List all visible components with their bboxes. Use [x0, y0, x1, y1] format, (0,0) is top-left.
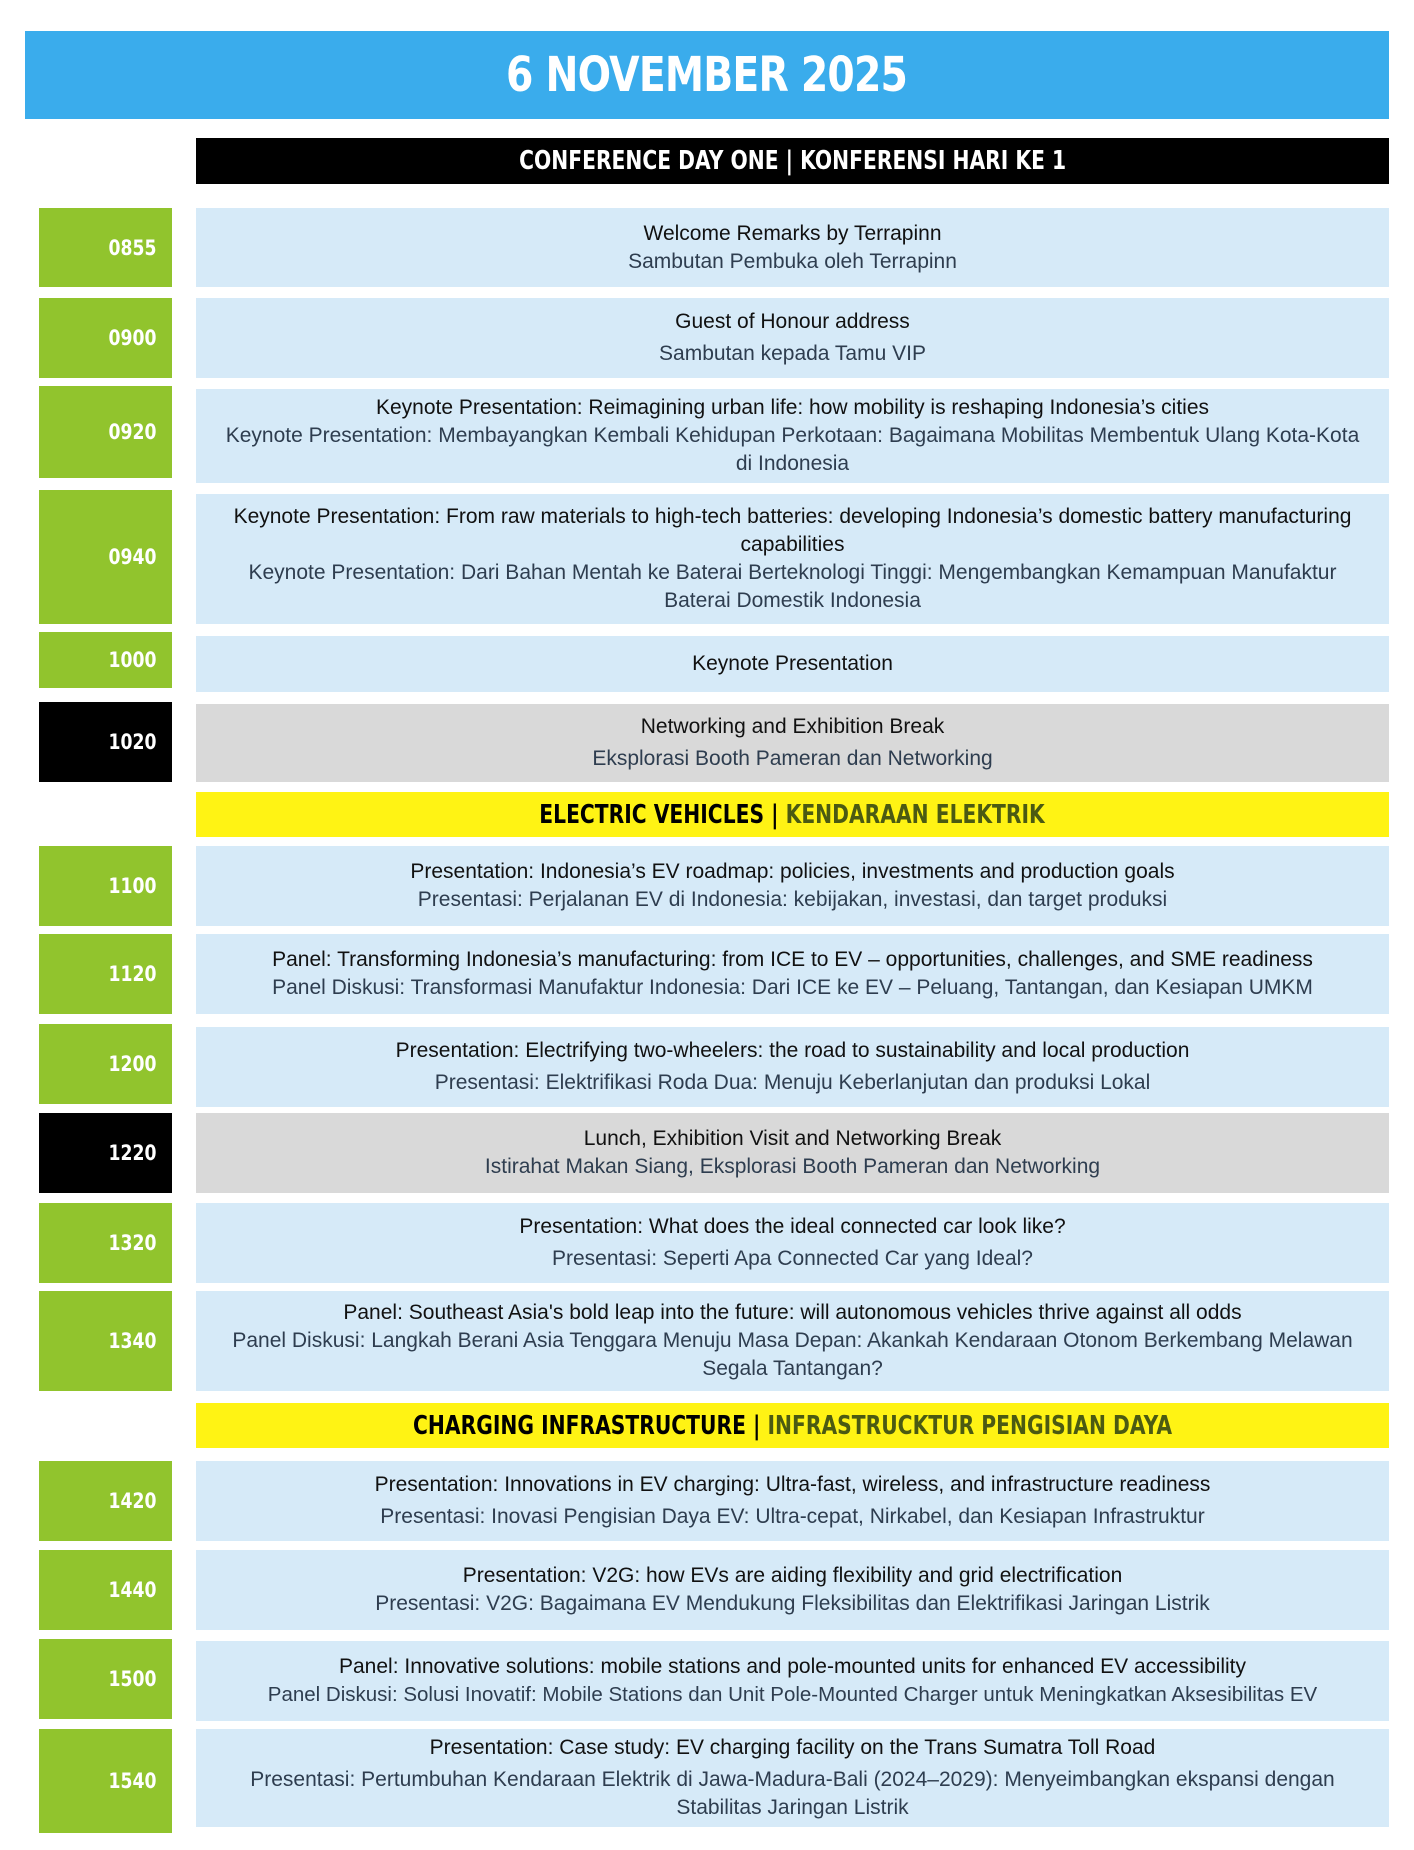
section-title: ELECTRIC VEHICLES |	[539, 799, 780, 830]
session-row	[196, 298, 1389, 378]
date-title: 6 NOVEMBER 2025	[506, 47, 908, 103]
session-title-id: Keynote Presentation: Dari Bahan Mentah ke Baterai Berteknologi Tinggi: Mengembangkan Kemampuan Manufaktur Baterai Domestik Indonesia	[248, 561, 1337, 612]
session-row	[196, 1203, 1389, 1283]
session-title-en: Lunch, Exhibition Visit and Networking Break	[583, 1127, 1002, 1150]
session-title-en: Presentation: Innovations in EV charging: Ultra-fast, wireless, and infrastructure readiness	[374, 1473, 1211, 1496]
section-title-local: KENDARAAN ELEKTRIK	[786, 799, 1046, 830]
time-label: 0855	[108, 235, 156, 260]
session-title-en: Presentation: Electrifying two-wheelers: the road to sustainability and local production	[395, 1039, 1190, 1062]
break-row	[196, 1113, 1389, 1193]
time-slot	[39, 1203, 172, 1283]
time-slot	[39, 1729, 172, 1833]
session-title-id: Presentasi: Seperti Apa Connected Car yang Ideal?	[552, 1247, 1033, 1270]
time-slot	[39, 846, 172, 926]
session-title-id: Presentasi: V2G: Bagaimana EV Mendukung Fleksibilitas dan Elektrifikasi Jaringan Listrik	[375, 1592, 1210, 1615]
session-row	[196, 1641, 1389, 1721]
session-title-en: Guest of Honour address	[675, 310, 910, 333]
session-title-en: Keynote Presentation: Reimagining urban life: how mobility is reshaping Indonesia’s cities	[375, 396, 1210, 419]
session-title-en: Panel: Innovative solutions: mobile stations and pole-mounted units for enhanced EV accessibility	[338, 1655, 1247, 1678]
time-slot	[39, 386, 172, 478]
time-label: 0900	[108, 326, 156, 350]
session-title-id: Panel Diskusi: Transformasi Manufaktur Indonesia: Dari ICE ke EV – Peluang, Tantangan, dan Kesiapan UMKM	[272, 976, 1313, 999]
session-title-en: Keynote Presentation: From raw materials to high-tech batteries: developing Indonesia’s domestic battery manufacturing capabilities	[233, 505, 1352, 556]
session-row	[196, 1027, 1389, 1107]
session-title-en: Panel: Transforming Indonesia’s manufacturing: from ICE to EV – opportunities, challenges, and SME readiness	[272, 948, 1313, 971]
time-label: 1020	[108, 730, 156, 754]
session-title-id: Keynote Presentation: Membayangkan Kembali Kehidupan Perkotaan: Bagaimana Mobilitas Membentuk Ulang Kota-Kota di Indonesia	[225, 424, 1360, 475]
session-title-id: Sambutan kepada Tamu VIP	[659, 342, 926, 365]
section-title: CHARGING INFRASTRUCTURE |	[412, 1410, 761, 1441]
session-title-id: Presentasi: Elektrifikasi Roda Dua: Menuju Keberlanjutan dan produksi Lokal	[434, 1071, 1151, 1094]
time-label: 1120	[108, 962, 156, 986]
session-row	[196, 1729, 1389, 1827]
session-title-en: Presentation: Indonesia’s EV roadmap: policies, investments and production goals	[410, 860, 1175, 883]
time-slot	[39, 1550, 172, 1630]
session-title-id: Presentasi: Perjalanan EV di Indonesia: kebijakan, investasi, dan target produksi	[417, 888, 1168, 911]
session-row	[196, 636, 1389, 692]
time-label: 1500	[108, 1667, 156, 1691]
session-title-id: Panel Diskusi: Solusi Inovatif: Mobile Stations dan Unit Pole-Mounted Charger untuk Meningkatkan Aksesibilitas EV	[267, 1683, 1318, 1706]
time-slot	[39, 702, 172, 782]
session-title-id: Presentasi: Inovasi Pengisian Daya EV: Ultra-cepat, Nirkabel, dan Kesiapan Infrastruktur	[380, 1505, 1205, 1528]
session-row	[196, 389, 1389, 483]
time-slot	[39, 208, 172, 287]
session-title-en: Presentation: What does the ideal connected car look like?	[519, 1215, 1066, 1238]
session-row	[196, 846, 1389, 926]
session-row	[196, 1550, 1389, 1630]
time-slot	[39, 632, 172, 688]
session-title-en: Presentation: V2G: how EVs are aiding flexibility and grid electrification	[462, 1564, 1123, 1587]
section-title: CONFERENCE DAY ONE | KONFERENSI HARI KE 1	[518, 146, 1066, 176]
session-title-en: Keynote Presentation	[692, 652, 893, 675]
time-slot	[39, 1024, 172, 1104]
section-header-ev	[196, 792, 1389, 837]
section-title-local: INFRASTRUCKTUR PENGISIAN DAYA	[767, 1410, 1173, 1441]
session-title-en: Presentation: Case study: EV charging facility on the Trans Sumatra Toll Road	[429, 1736, 1156, 1759]
session-row	[196, 934, 1389, 1014]
session-row	[196, 494, 1389, 624]
section-header-charging	[196, 1403, 1389, 1448]
session-title-id: Eksplorasi Booth Pameran dan Networking	[592, 747, 993, 770]
time-slot	[39, 1639, 172, 1719]
time-label: 1000	[108, 648, 156, 672]
time-label: 1220	[108, 1141, 156, 1165]
time-label: 1440	[108, 1578, 156, 1602]
time-slot	[39, 298, 172, 378]
time-label: 0920	[108, 420, 156, 444]
break-row	[196, 704, 1389, 782]
time-slot	[39, 1291, 172, 1391]
time-slot	[39, 934, 172, 1014]
section-header-day	[196, 138, 1389, 184]
session-title-en: Networking and Exhibition Break	[640, 715, 945, 738]
session-title-id: Panel Diskusi: Langkah Berani Asia Tenggara Menuju Masa Depan: Akankah Kendaraan Otonom Berkembang Melawan Segala Tantangan?	[232, 1329, 1353, 1380]
time-label: 1100	[108, 874, 156, 898]
session-title-en: Welcome Remarks by Terrapinn	[643, 221, 942, 245]
session-title-en: Panel: Southeast Asia's bold leap into the future: will autonomous vehicles thrive against all odds	[343, 1301, 1242, 1324]
session-row	[196, 1461, 1389, 1541]
session-title-id: Sambutan Pembuka oleh Terrapinn	[628, 249, 957, 273]
time-slot	[39, 490, 172, 624]
session-row	[196, 208, 1389, 287]
time-label: 0940	[108, 545, 156, 569]
session-row	[196, 1291, 1389, 1391]
time-label: 1420	[108, 1489, 156, 1513]
time-label: 1340	[108, 1329, 156, 1353]
time-label: 1320	[108, 1231, 156, 1255]
time-slot	[39, 1461, 172, 1541]
date-banner	[25, 31, 1389, 119]
time-label: 1200	[108, 1052, 156, 1076]
session-title-id: Presentasi: Pertumbuhan Kendaraan Elektrik di Jawa-Madura-Bali (2024–2029): Menyeimbangkan ekspansi dengan Stabilitas Jaringan Listrik	[250, 1768, 1335, 1819]
session-title-id: Istirahat Makan Siang, Eksplorasi Booth Pameran dan Networking	[484, 1155, 1101, 1178]
time-slot	[39, 1113, 172, 1193]
time-label: 1540	[108, 1769, 156, 1793]
